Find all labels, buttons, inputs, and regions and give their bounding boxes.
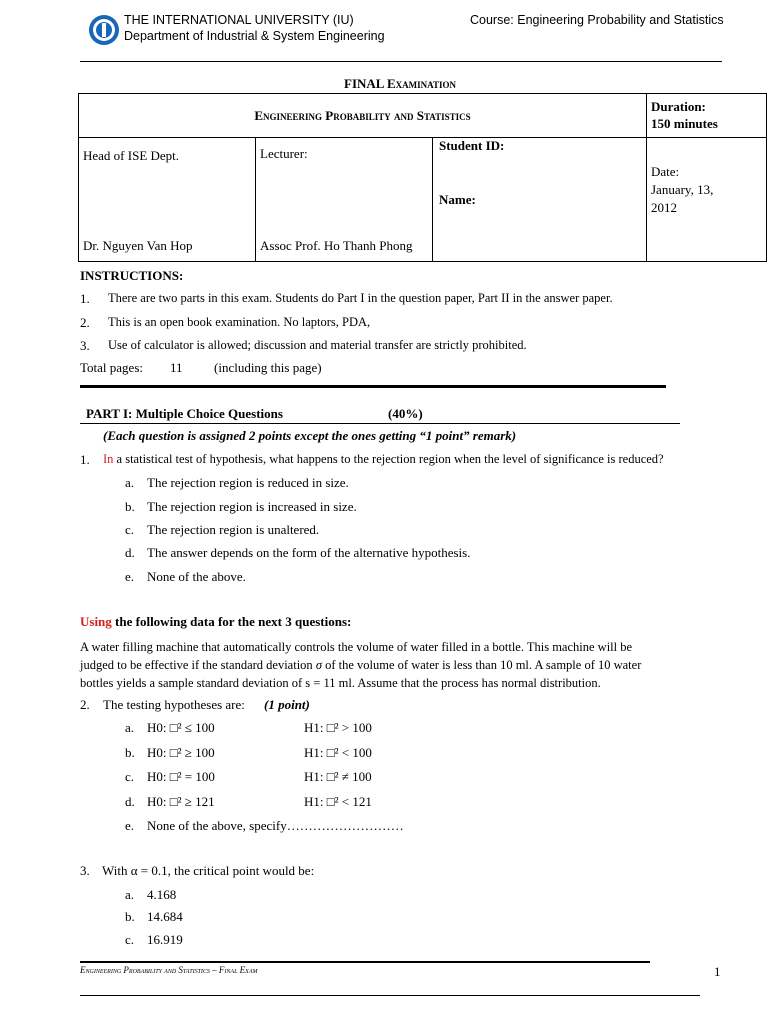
q3-option-letter: a. <box>125 887 135 902</box>
question-1-num: 1. <box>80 452 90 467</box>
q2-option-letter: c. <box>125 769 135 784</box>
date-label: Date: <box>651 164 680 179</box>
paragraph-segment: judged to be effective if the standard deviation <box>80 658 313 672</box>
exam-title <box>0 76 768 92</box>
question-2-points: (1 point) <box>264 697 310 712</box>
logo-icon <box>88 14 120 46</box>
page-number: 1 <box>714 964 721 979</box>
total-pages-note: (including this page) <box>214 360 322 375</box>
q1-option-text: None of the above. <box>147 569 246 584</box>
question-3-num: 3. <box>80 863 90 878</box>
q1-option-letter: a. <box>125 475 135 490</box>
q3-option-text: 16.919 <box>147 932 183 947</box>
exam-subject: Engineering Probability and Statistics <box>254 107 471 123</box>
instruction-text: Use of calculator is allowed; discussion and material transfer are strictly prohibited. <box>108 338 527 352</box>
q2-option-h0: H0: □² ≥ 100 <box>147 745 215 760</box>
university-name: THE INTERNATIONAL UNIVERSITY (IU) <box>124 13 354 27</box>
q2-option-letter: b. <box>125 745 135 760</box>
data-intro-text: the following data for the next 3 questions: <box>115 614 352 629</box>
instruction-num: 3. <box>80 338 90 353</box>
exam-info-table <box>78 93 767 262</box>
q1-option-text: The rejection region is increased in size. <box>147 499 357 514</box>
footer-text: Engineering Probability and Statistics – Final Exam <box>80 965 258 975</box>
part1-underline <box>80 423 680 424</box>
paragraph-segment: of the volume of water is less than 10 ml. A sample of 10 water <box>325 658 642 672</box>
question-1-lead: In <box>103 452 114 466</box>
head-label: Head of ISE Dept. <box>83 148 180 163</box>
footer-rule-top <box>80 961 650 963</box>
q2-option-letter: a. <box>125 720 135 735</box>
q2-option-h1: H1: □² < 100 <box>304 745 372 760</box>
question-1-text <box>103 452 664 467</box>
q2-option-h1: H1: □² < 121 <box>304 794 372 809</box>
name-label: Name: <box>439 192 476 207</box>
head-name: Dr. Nguyen Van Hop <box>83 238 193 253</box>
q2-option-letter: e. <box>125 818 135 833</box>
q1-option-letter: b. <box>125 499 135 514</box>
lecturer-label: Lecturer: <box>260 146 308 161</box>
q1-option-text: The rejection region is reduced in size. <box>147 475 349 490</box>
instructions-title: INSTRUCTIONS: <box>80 268 184 283</box>
q2-option-h1: H1: □² > 100 <box>304 720 372 735</box>
instruction-text: This is an open book examination. No laptors, PDA, <box>108 315 371 329</box>
q2-option-text: None of the above, specify……………………… <box>147 818 404 833</box>
department-name: Department of Industrial & System Engineering <box>124 29 385 43</box>
header-divider <box>80 61 722 62</box>
q3-option-letter: c. <box>125 932 135 947</box>
part1-note: (Each question is assigned 2 points except the ones getting “1 point” remark) <box>103 428 517 443</box>
q3-option-text: 4.168 <box>147 887 177 902</box>
duration-label: Duration: <box>651 99 706 114</box>
q2-option-letter: d. <box>125 794 135 809</box>
sigma-symbol: σ <box>315 658 322 672</box>
lecturer-name: Assoc Prof. Ho Thanh Phong <box>260 238 413 253</box>
q2-option-h0: H0: □² ≥ 121 <box>147 794 215 809</box>
instruction-text: There are two parts in this exam. Students do Part I in the question paper, Part II in the answer paper. <box>108 291 613 305</box>
paragraph-line: bottles yields a sample standard deviation of s = 11 ml. Assume that the process has normal distribution. <box>80 676 601 690</box>
date-line1: January, 13, <box>651 182 714 197</box>
q3-option-text: 14.684 <box>147 909 183 924</box>
total-pages-label: Total pages: <box>80 360 143 375</box>
instruction-num: 2. <box>80 315 90 330</box>
exam-title-suffix: Examination <box>386 76 456 91</box>
part1-weight: (40%) <box>388 406 423 421</box>
total-pages-value: 11 <box>170 360 183 375</box>
data-intro-paragraph <box>80 638 641 692</box>
paragraph-line: A water filling machine that automatically controls the volume of water filled in a bottle. This machine will be <box>80 640 633 654</box>
q2-option-h1: H1: □² ≠ 100 <box>304 769 372 784</box>
part1-title: PART I: Multiple Choice Questions <box>86 406 283 421</box>
q1-option-letter: d. <box>125 545 135 560</box>
instruction-num: 1. <box>80 291 90 306</box>
q1-option-letter: c. <box>125 522 135 537</box>
q1-option-text: The rejection region is unaltered. <box>147 522 320 537</box>
question-2-num: 2. <box>80 697 90 712</box>
q2-option-h0: H0: □² = 100 <box>147 769 215 784</box>
exam-title-prefix: FINAL <box>344 76 384 91</box>
university-logo <box>88 14 120 46</box>
duration-value: 150 minutes <box>651 116 718 131</box>
q1-option-text: The answer depends on the form of the alternative hypothesis. <box>147 545 471 560</box>
q1-option-letter: e. <box>125 569 135 584</box>
question-2-text: The testing hypotheses are: <box>103 697 245 712</box>
section-divider-thick <box>80 385 666 388</box>
data-intro-lead: Using <box>80 614 112 629</box>
date-line2: 2012 <box>651 200 677 215</box>
question-3-text: With α = 0.1, the critical point would be: <box>102 863 315 878</box>
q3-option-letter: b. <box>125 909 135 924</box>
student-id-label: Student ID: <box>439 138 505 153</box>
paragraph-line <box>80 656 641 674</box>
course-name: Course: Engineering Probability and Statistics <box>470 13 724 27</box>
footer-rule-bottom <box>80 995 700 996</box>
q2-option-h0: H0: □² ≤ 100 <box>147 720 215 735</box>
question-1-body: a statistical test of hypothesis, what happens to the rejection region when the level of significance is reduced? <box>116 452 664 466</box>
data-intro-heading <box>80 614 351 630</box>
